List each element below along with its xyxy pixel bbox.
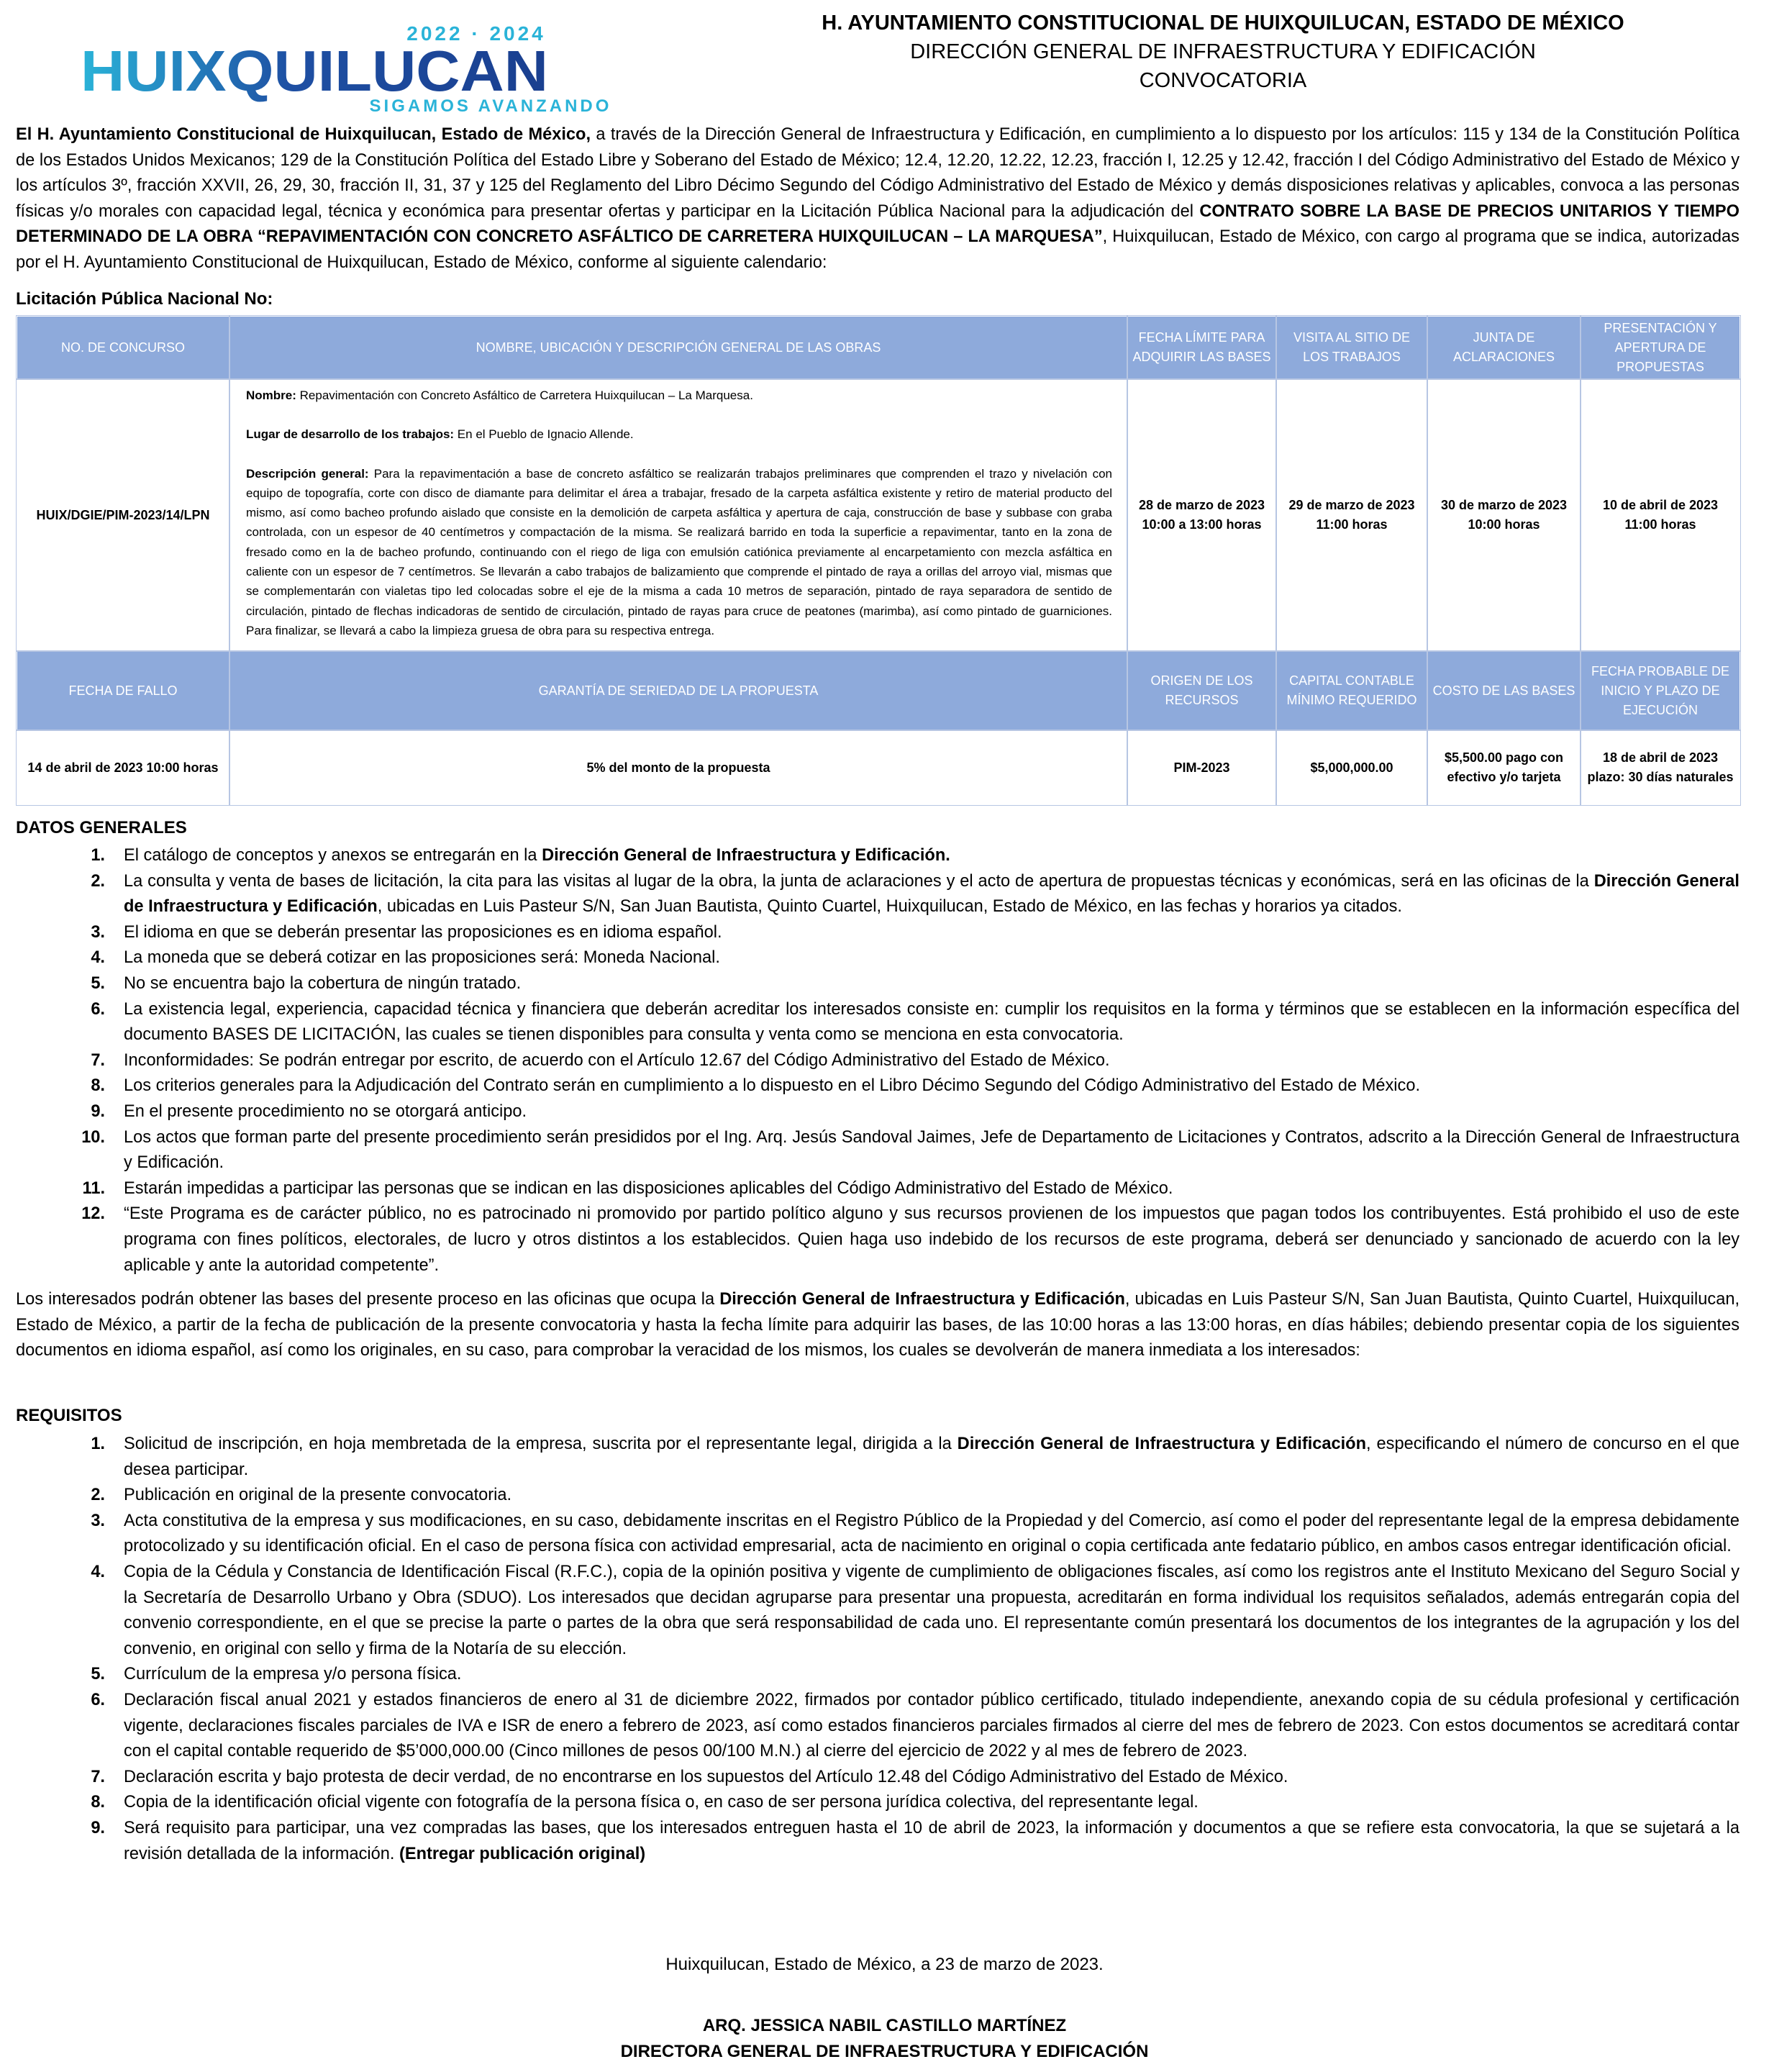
list-item: 6. La existencia legal, experiencia, capacidad técnica y financiera que deberán acreditar los interesados consiste en: cumplir los requisitos en la forma y términos que se establecen en la información específica del documento BASES DE LICITACIÓN, las cuales se tienen disponibles para consulta y venta como se menciona en esta convocatoria.	[91, 999, 1740, 1045]
header-line-2: DIRECCIÓN GENERAL DE INFRAESTRUCTURA Y EDIFICACIÓN	[910, 40, 1536, 63]
col-header: FECHA PROBABLE DE INICIO Y PLAZO DE EJECUCIÓN	[1581, 651, 1740, 730]
list-item: 11. Estarán impedidas a participar las personas que se indican en las disposiciones aplicables del Código Administrativo del Estado de México.	[82, 1178, 1173, 1198]
presentacion-propuestas: 10 de abril de 2023 11:00 horas	[1581, 379, 1740, 651]
nombre-label: Nombre:	[246, 388, 296, 402]
requisitos-list	[16, 1432, 1740, 1867]
list-item: 8. Los criterios generales para la Adjudicación del Contrato serán en cumplimiento a lo dispuesto en el Libro Décimo Segundo del Código Administrativo del Estado de México.	[91, 1076, 1421, 1096]
list-item: 5. Currículum de la empresa y/o persona física.	[91, 1665, 462, 1684]
obra-nombre: Repavimentación con Concreto Asfáltico de Carretera Huixquilucan – La Marquesa.	[296, 388, 753, 402]
list-item: 12. “Este Programa es de carácter público, no es patrocinado ni promovido por partido político alguno y sus recursos provienen de los impuestos que pagan todos los contribuyentes. Está prohibido el uso de este programa con fines políticos, electorales, de lucro y otros distintos a los establecidos. Quien haga uso indebido de los recursos de este programa, deberá ser denunciado y sancionado de acuerdo con la ley aplicable y ante la autoridad competente”.	[81, 1204, 1740, 1275]
table-header-row-2	[17, 651, 1740, 730]
origen-recursos: PIM-2023	[1127, 730, 1276, 805]
requisitos-title: REQUISITOS	[16, 1406, 122, 1425]
list-item: 3. El idioma en que se deberán presentar las proposiciones es en idioma español.	[91, 922, 722, 942]
col-header: FECHA LÍMITE PARA ADQUIRIR LAS BASES	[1127, 316, 1276, 379]
list-item: 7. Inconformidades: Se podrán entregar por escrito, de acuerdo con el Artículo 12.67 del Código Administrativo del Estado de México.	[91, 1050, 1110, 1070]
intro-bold-2: CONTRATO SOBRE LA BASE DE PRECIOS UNITARIOS Y TIEMPO DETERMINADO DE LA OBRA “REPAVIMENTACIÓN CON CONCRETO ASFÁLTICO DE CARRETERA HUIXQUILUCAN – LA MARQUESA”	[16, 201, 1740, 247]
signer-name: ARQ. JESSICA NABIL CASTILLO MARTÍNEZ	[702, 2016, 1067, 2035]
intro-text-1: a través de la Dirección General de Infraestructura y Edificación, en cumplimiento a lo dispuesto por los artículos: 115 y 134 de la Constitución Política de los Estados Unidos Mexicanos; 129 de la Constitución Política del Estado Libre y Soberano del Estado de México; 12.4, 12.20, 12.22, 12.23, fracción I, 12.25 y 12.42, fracción I del Código Administrativo del Estado de México y los artículos 3º, fracción XXVII, 26, 29, 30, fracción II, 31, 37 y 125 del Reglamento del Libro Décimo Segundo del Código Administrativo del Estado de México y demás disposiciones relativas y aplicables, convoca a las personas físicas y/o morales con capacidad legal, técnica y económica para presentar ofertas y participar en la Licitación Pública Nacional para la adjudicación del	[16, 125, 1740, 221]
calendar-table	[16, 315, 1741, 806]
obra-lugar: En el Pueblo de Ignacio Allende.	[454, 427, 634, 442]
intro-paragraph	[16, 122, 1740, 276]
datos-generales-title: DATOS GENERALES	[16, 818, 187, 837]
logo-name: HUIXQUILUCAN	[81, 39, 548, 103]
list-item: 4. La moneda que se deberá cotizar en las proposiciones será: Moneda Nacional.	[91, 948, 720, 968]
list-item: 10. Los actos que forman parte del presente procedimiento serán presididos por el Ing. Arq. Jesús Sandoval Jaimes, Jefe de Departamento de Licitaciones y Contratos, adscrito a la Dirección General de Infraestructura y Edificación.	[81, 1127, 1740, 1173]
interesados-paragraph: Los interesados podrán obtener las bases del presente proceso en las oficinas que ocupa la Dirección General de Infraestructura y Edificación, ubicadas en Luis Pasteur S/N, San Juan Bautista, Quinto Cuartel, Huixquilucan, Estado de México, a partir de la fecha de publicación de la presente convocatoria y hasta la fecha límite para adquirir las bases, de las 10:00 horas a las 13:00 horas, en días hábiles; debiendo presentar copia de los siguientes documentos en idioma español, así como los originales, en su caso, para comprobar la veracidad de los mismos, los cuales se devolverán de manera inmediata a los interesados:	[16, 1290, 1740, 1360]
fecha-fallo: 14 de abril de 2023 10:00 horas	[17, 730, 229, 805]
list-item: 2. La consulta y venta de bases de licitación, la cita para las visitas al lugar de la obra, la junta de aclaraciones y el acto de apertura de propuestas técnicas y económicas, será en las oficinas de la Dirección General de Infraestructura y Edificación, ubicadas en Luis Pasteur S/N, San Juan Bautista, Quinto Cuartel, Huixquilucan, Estado de México, en las fechas y horarios ya citados.	[91, 871, 1740, 917]
col-header: PRESENTACIÓN Y APERTURA DE PROPUESTAS	[1581, 316, 1740, 379]
col-header: GARANTÍA DE SERIEDAD DE LA PROPUESTA	[229, 651, 1127, 730]
intro-bold-1: El H. Ayuntamiento Constitucional de Huixquilucan, Estado de México,	[16, 125, 591, 144]
list-item: 6. Declaración fiscal anual 2021 y estados financieros de enero al 31 de diciembre 2022, firmados por contador público certificado, titulado independiente, anexando copia de su cédula profesional y certificación vigente, declaraciones fiscales parciales de IVA e ISR de enero a febrero de 2023, así como estados financieros parciales firmados al cierre del mes de febrero de 2023. Con estos documentos se acreditará contar con el capital contable requerido de $5’000,000.00 (Cinco millones de pesos 00/100 M.N.) al cierre del ejercicio de 2022 y al mes de febrero de 2023.	[91, 1690, 1740, 1761]
table-header-row-1	[17, 316, 1740, 379]
list-item: 9. En el presente procedimiento no se otorgará anticipo.	[91, 1101, 527, 1121]
logo-years: 2022 · 2024	[406, 22, 546, 45]
garantia-seriedad: 5% del monto de la propuesta	[229, 730, 1127, 805]
datos-generales-list	[16, 843, 1740, 1278]
visita-sitio: 29 de marzo de 2023 11:00 horas	[1276, 379, 1427, 651]
list-item: 2. Publicación en original de la presente convocatoria.	[91, 1486, 512, 1505]
col-header: CAPITAL CONTABLE MÍNIMO REQUERIDO	[1276, 651, 1427, 730]
col-header: VISITA AL SITIO DE LOS TRABAJOS	[1276, 316, 1427, 379]
col-header: ORIGEN DE LOS RECURSOS	[1127, 651, 1276, 730]
col-header: NOMBRE, UBICACIÓN Y DESCRIPCIÓN GENERAL DE LAS OBRAS	[229, 316, 1127, 379]
col-header: FECHA DE FALLO	[17, 651, 229, 730]
list-item: 1. Solicitud de inscripción, en hoja membretada de la empresa, suscrita por el representante legal, dirigida a la Dirección General de Infraestructura y Edificación, especificando el número de concurso en el que desea participar.	[91, 1435, 1740, 1479]
table-row	[17, 379, 1740, 651]
obra-descripcion: Para la repavimentación a base de concreto asfáltico se realizarán trabajos preliminares que comprenden el trazo y nivelación con equipo de topografía, corte con disco de diamante para delimitar el área a trabajar, fresado de la carpeta asfáltica existente y retiro de material producto del mismo, así como bacheo profundo aislado que consiste en la demolición de carpeta asfáltica y apertura de caja, construcción de base y subbase con graba controlada, con un espesor de 40 centímetros y compactación de la misma. Se realizará barrido en toda la superficie a repavimentar, tanto en la zona de fresado como en la de bacheo profundo, continuando con el riego de liga con emulsión catiónica previamente al encarpetamiento con mezcla asfáltica en caliente con un espesor de 7 centímetros. Se llevarán a cabo trabajos de balizamiento que comprende el pintado de raya a orillas del arroyo vial, mismas que se complementarán con vialetas tipo led colocadas sobre el eje de la misma a cada 10 metros de separación, pintado de raya separadora de sentido de circulación, pintado de flechas indicadoras de sentido de circulación, pintado de rayas para cruce de peatones (marimba), así como pintado de guarniciones. Para finalizar, se llevará a cabo la limpieza gruesa de obra para su respectiva entrega.	[246, 466, 1112, 637]
fecha-inicio-plazo: 18 de abril de 2023 plazo: 30 días naturales	[1581, 730, 1740, 805]
obra-description-cell	[229, 379, 1127, 651]
descripcion-label: Descripción general:	[246, 466, 369, 481]
huixquilucan-logo	[81, 20, 612, 116]
list-item: 1. El catálogo de conceptos y anexos se entregarán en la Dirección General de Infraestructura y Edificación.	[91, 846, 950, 865]
table-row	[17, 730, 1740, 805]
list-item: 9. Será requisito para participar, una vez compradas las bases, que los interesados entreguen hasta el 10 de abril de 2023, la información y documentos a que se refiere esta convocatoria, la que se sujetará a la revisión detallada de la información. (Entregar publicación original)	[91, 1818, 1740, 1863]
col-header: JUNTA DE ACLARACIONES	[1427, 316, 1581, 379]
list-item: 8. Copia de la identificación oficial vigente con fotografía de la persona física o, en caso de ser persona jurídica colectiva, del representante legal.	[91, 1793, 1199, 1812]
list-item: 3. Acta constitutiva de la empresa y sus modificaciones, en su caso, debidamente inscritas en el Registro Público de la Propiedad y del Comercio, así como el poder del representante legal de la empresa debidamente protocolizado y su identificación oficial. En el caso de persona física con actividad empresarial, acta de nacimiento en original o copia certificada ante fedatario público, en ambos casos entregar identificación oficial.	[91, 1511, 1740, 1556]
lugar-label: Lugar de desarrollo de los trabajos:	[246, 427, 455, 442]
list-item: 7. Declaración escrita y bajo protesta de decir verdad, de no encontrarse en los supuestos del Artículo 12.48 del Código Administrativo del Estado de México.	[91, 1767, 1288, 1786]
header-line-1: H. AYUNTAMIENTO CONSTITUCIONAL DE HUIXQUILUCAN, ESTADO DE MÉXICO	[822, 12, 1624, 35]
concurso-number: HUIX/DGIE/PIM-2023/14/LPN	[17, 379, 229, 651]
licitacion-label: Licitación Pública Nacional No:	[16, 289, 273, 309]
fecha-limite: 28 de marzo de 2023 10:00 a 13:00 horas	[1127, 379, 1276, 651]
list-item: 5. No se encuentra bajo la cobertura de ningún tratado.	[91, 973, 522, 993]
signer-title: DIRECTORA GENERAL DE INFRAESTRUCTURA Y EDIFICACIÓN	[620, 2042, 1149, 2061]
capital-contable: $5,000,000.00	[1276, 730, 1427, 805]
costo-bases: $5,500.00 pago con efectivo y/o tarjeta	[1427, 730, 1581, 805]
place-date: Huixquilucan, Estado de México, a 23 de marzo de 2023.	[665, 1955, 1104, 1974]
document-header	[712, 9, 1734, 95]
header-line-3: CONVOCATORIA	[1139, 69, 1307, 92]
intro-text-2: , Huixquilucan, Estado de México, con cargo al programa que se indica, autorizadas por el H. Ayuntamiento Constitucional de Huixquilucan, Estado de México, conforme al siguiente calendario:	[16, 227, 1740, 272]
col-header: COSTO DE LAS BASES	[1427, 651, 1581, 730]
list-item: 4. Copia de la Cédula y Constancia de Identificación Fiscal (R.F.C.), copia de la opinión positiva y vigente de cumplimiento de obligaciones fiscales, así como los registros ante el Instituto Mexicano del Seguro Social y la Secretaría de Desarrollo Urbano y Obra (SDUO). Los interesados que decidan agruparse para presentar una propuesta, acreditarán en forma individual los requisitos señalados, además entregarán copia del convenio correspondiente, en el que se precise la parte o partes de la obra que será responsabilidad de cada uno. El representante común presentará los documentos de los integrantes de la agrupación y los del convenio, en original con sello y firma de la Notaría de su elección.	[91, 1562, 1740, 1658]
logo-slogan: SIGAMOS AVANZANDO	[369, 96, 612, 116]
col-header: NO. DE CONCURSO	[17, 316, 229, 379]
junta-aclaraciones: 30 de marzo de 2023 10:00 horas	[1427, 379, 1581, 651]
